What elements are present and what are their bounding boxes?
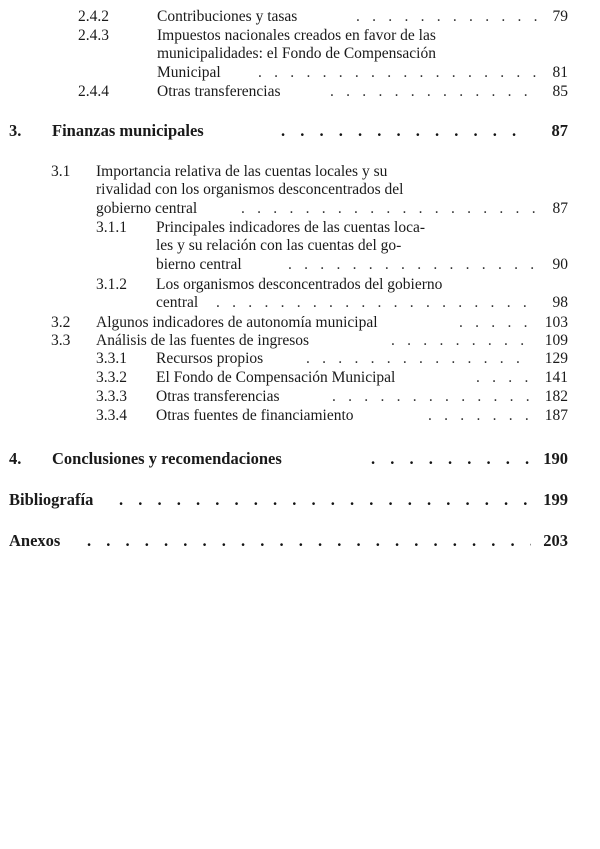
toc-entry-title-line: Importancia relativa de las cuentas locales y su (96, 163, 388, 180)
toc-entry-number: 3.1.2 (96, 276, 127, 293)
toc-entry-page: 98 (552, 294, 568, 311)
toc-entry-title: Otras fuentes de financiamiento (156, 407, 354, 424)
toc-entry-title: Anexos (9, 531, 61, 550)
toc-entry-page: 190 (543, 449, 568, 468)
toc-entry-page: 87 (552, 200, 568, 217)
toc-entry-number: 3.3.1 (96, 350, 127, 367)
toc-entry-number: 3.3.3 (96, 388, 127, 405)
dot-leader (258, 64, 538, 82)
dot-leader (87, 532, 531, 550)
toc-entry-title-line: bierno central (156, 256, 242, 273)
dot-leader (332, 388, 532, 406)
dot-leader (391, 332, 531, 350)
toc-entry-page: 103 (544, 314, 568, 331)
toc-entry-page: 79 (552, 8, 568, 25)
toc-entry-number: 3.1 (51, 163, 71, 180)
toc-entry-page: 203 (543, 531, 568, 550)
toc-entry-title-line: rivalidad con los organismos desconcentrados del (96, 181, 404, 198)
toc-entry-3-1 (51, 163, 568, 219)
toc-entry-page: 87 (551, 121, 568, 140)
toc-entry-title: Análisis de las fuentes de ingresos (96, 332, 310, 349)
toc-entry-title: Recursos propios (156, 350, 264, 367)
toc-entry-title: Conclusiones y recomendaciones (52, 449, 282, 468)
toc-entry-page: 129 (544, 350, 568, 367)
toc-entry-title: Otras transferencias (157, 83, 281, 100)
toc-entry-title-line: municipalidades: el Fondo de Compensación (157, 45, 436, 62)
toc-entry-page: 90 (552, 256, 568, 273)
dot-leader (216, 294, 536, 312)
toc-entry-page: 141 (544, 369, 568, 386)
toc-entry-title-line: Los organismos desconcentrados del gobierno (156, 276, 443, 293)
toc-entry-number: 3.3.2 (96, 369, 127, 386)
toc-entry-title: Contribuciones y tasas (157, 8, 298, 25)
dot-leader (428, 407, 532, 425)
toc-entry-title: Algunos indicadores de autonomía municipal (96, 314, 378, 331)
toc-entry-title-line: gobierno central (96, 200, 198, 217)
toc-entry-title-line: central (156, 294, 199, 311)
toc-entry-number: 3.3 (51, 332, 71, 349)
toc-entry-title: Bibliografía (9, 490, 94, 509)
toc-entry-number: 2.4.3 (78, 27, 109, 44)
toc-entry-page: 109 (544, 332, 568, 349)
toc-entry-number: 2.4.4 (78, 83, 109, 100)
toc-entry-title-line: Impuestos nacionales creados en favor de las (157, 27, 436, 44)
toc-entry-number: 2.4.2 (78, 8, 109, 25)
dot-leader (281, 122, 529, 140)
toc-entry-title-line: Principales indicadores de las cuentas loca- (156, 219, 425, 236)
dot-leader (306, 350, 532, 368)
dot-leader (476, 369, 532, 387)
toc-entry-page: 182 (544, 388, 568, 405)
toc-entry-page: 81 (552, 64, 568, 81)
toc-entry-number: 3.2 (51, 314, 71, 331)
dot-leader (241, 200, 541, 218)
toc-entry-number: 3. (9, 121, 22, 140)
dot-leader (330, 83, 538, 101)
dot-leader (356, 8, 538, 26)
dot-leader (119, 491, 531, 509)
toc-entry-2-4-3 (78, 27, 568, 83)
toc-entry-title: Finanzas municipales (52, 121, 204, 140)
toc-entry-title: El Fondo de Compensación Municipal (156, 369, 396, 386)
dot-leader (371, 450, 531, 468)
toc-entry-number: 3.3.4 (96, 407, 127, 424)
toc-entry-number: 3.1.1 (96, 219, 127, 236)
toc-entry-page: 187 (544, 407, 568, 424)
toc-entry-title-line: Municipal (157, 64, 221, 81)
toc-entry-3-1-1 (96, 219, 568, 275)
toc-entry-3-1-2 (96, 276, 568, 314)
toc-entry-number: 4. (9, 449, 22, 468)
dot-leader (288, 256, 540, 274)
toc-entry-title-line: les y su relación con las cuentas del go- (156, 237, 402, 254)
toc-entry-title: Otras transferencias (156, 388, 280, 405)
dot-leader (459, 314, 531, 332)
toc-entry-page: 85 (552, 83, 568, 100)
toc-entry-page: 199 (543, 490, 568, 509)
